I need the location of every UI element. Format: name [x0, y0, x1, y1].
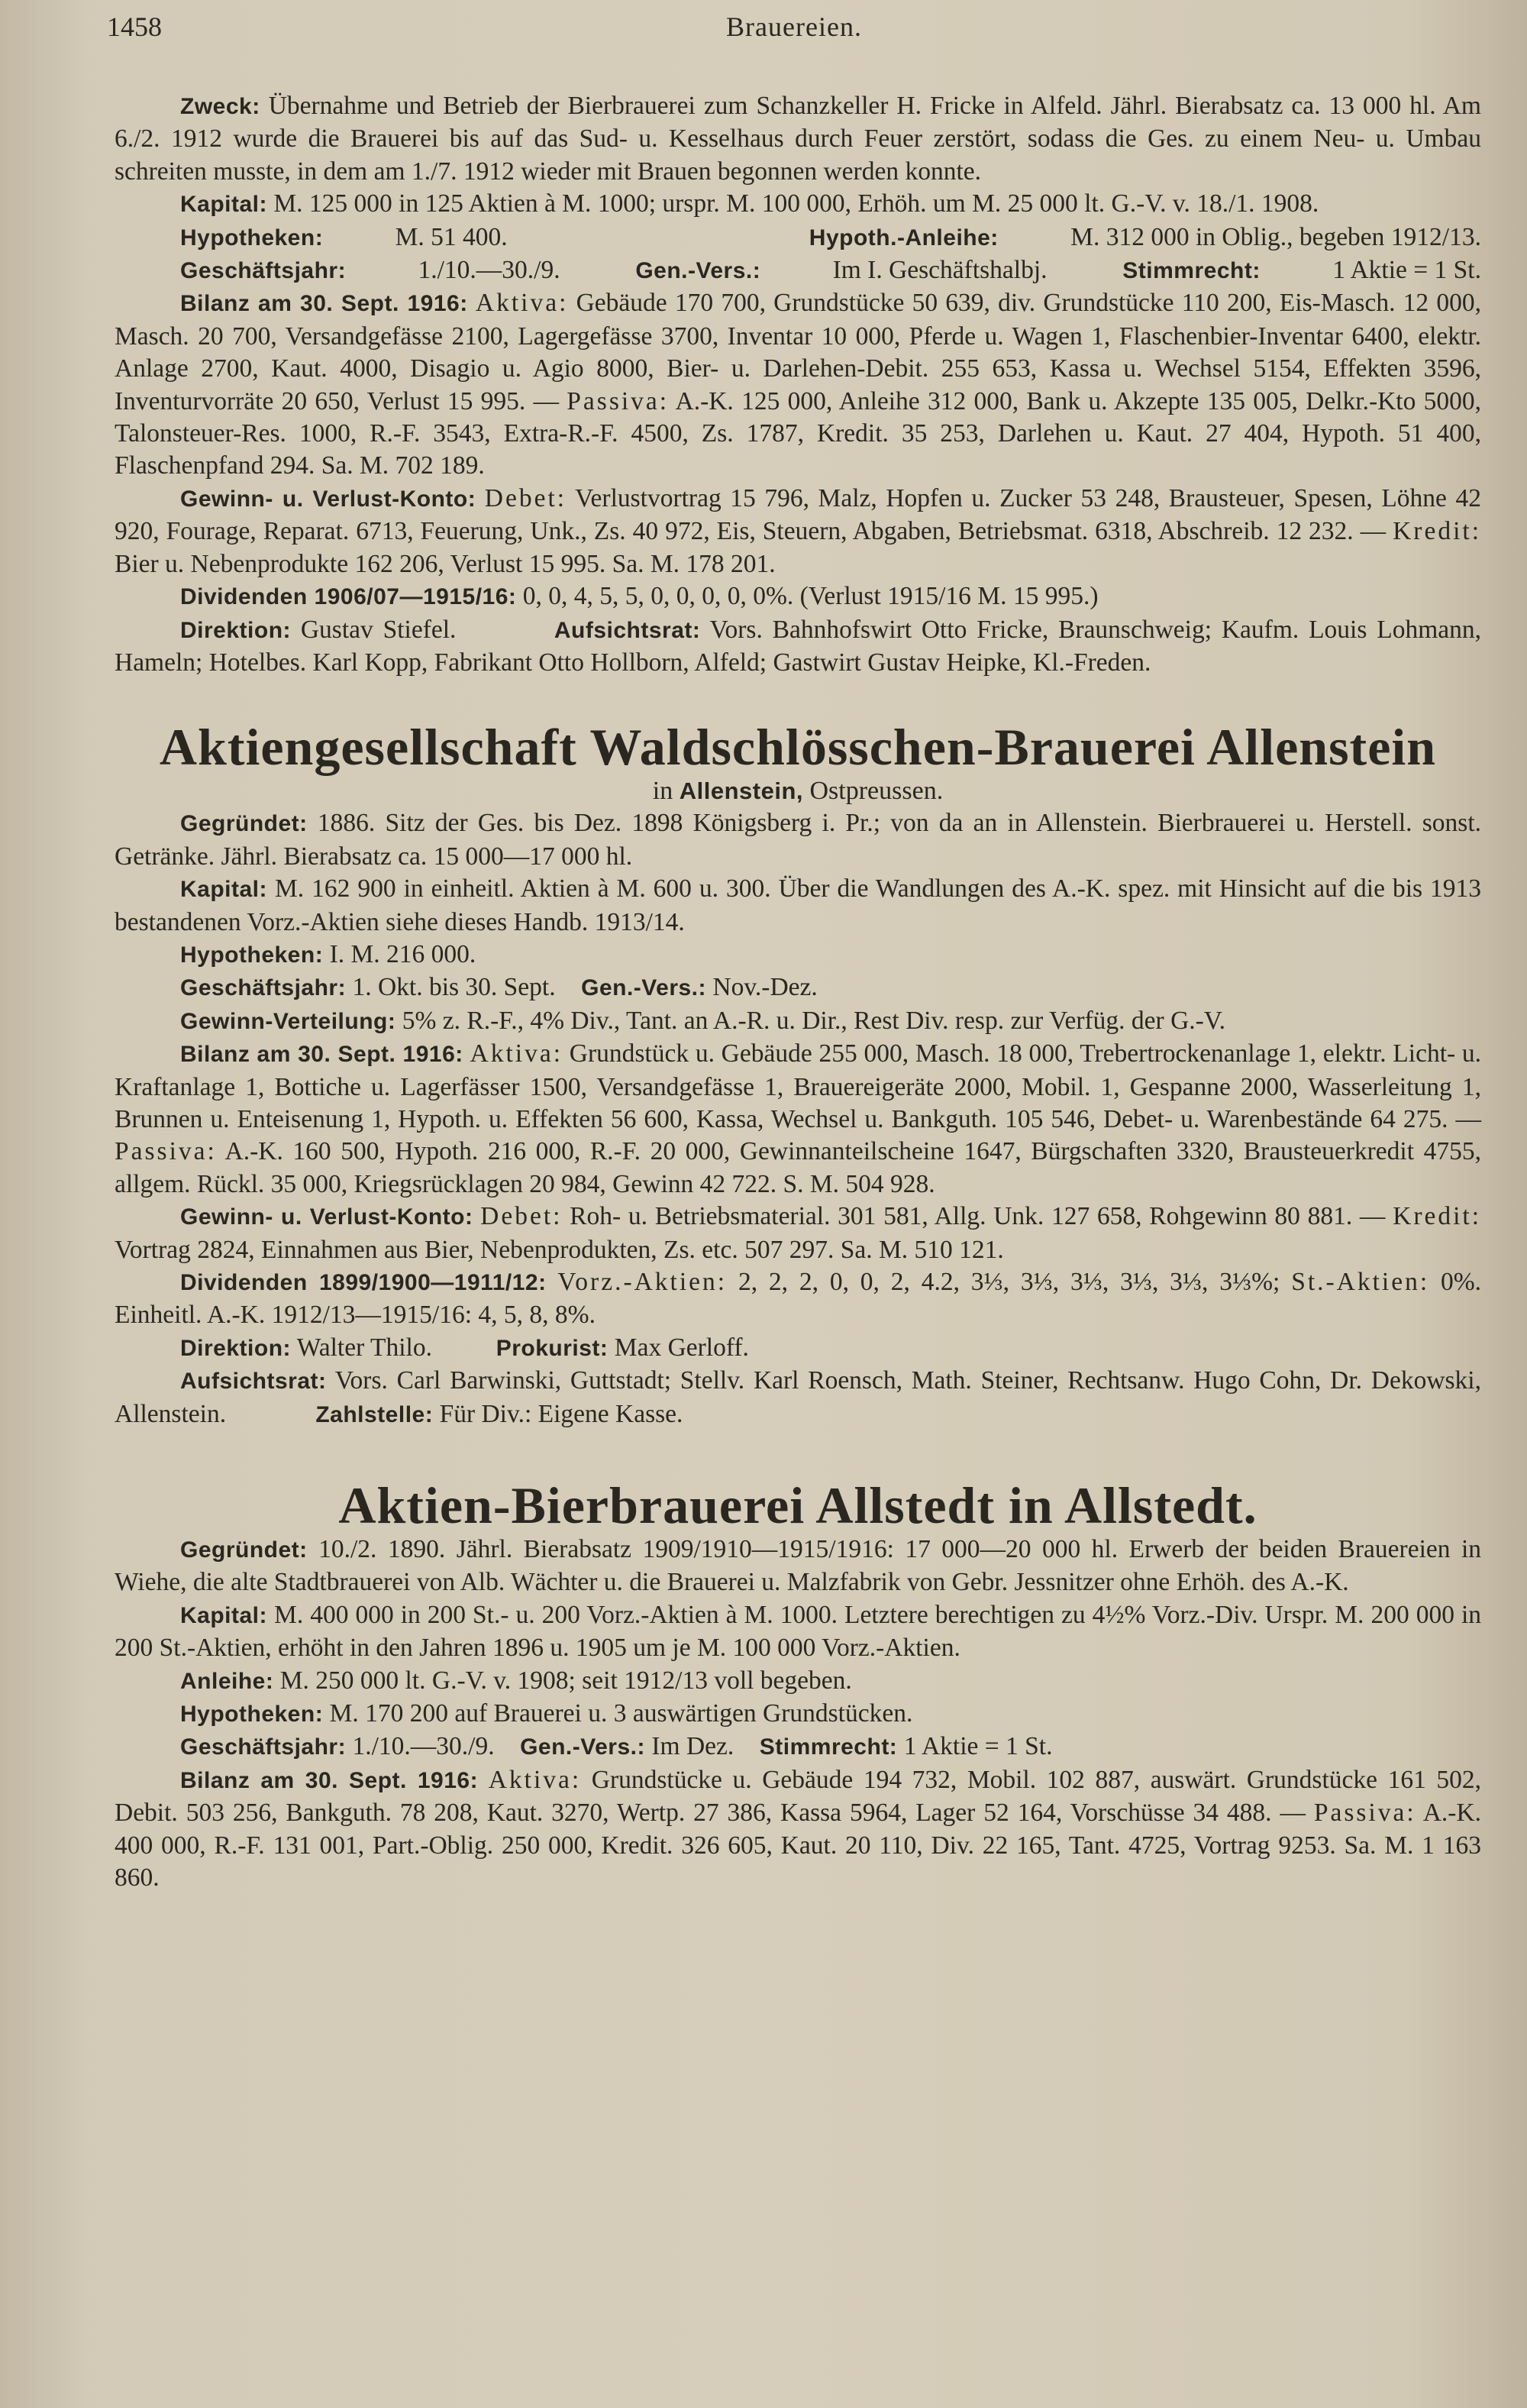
dividenden-label: Dividenden 1906/07—1915/16:: [180, 584, 517, 610]
hypotheken-text: M. 170 200 auf Brauerei u. 3 auswärtigen Grundstücken.: [329, 1699, 913, 1728]
hypoth-anleihe-label: Hypoth.-Anleihe:: [809, 225, 999, 250]
gen-vers-label: Gen.-Vers.:: [635, 258, 761, 284]
entry-waldschloesschen-allenstein: [115, 719, 1481, 1431]
gen-vers-text: Im I. Geschäftshalbj.: [832, 256, 1048, 285]
geschaeftsjahr-label: Geschäftsjahr:: [180, 1734, 347, 1760]
zahlstelle-text: Für Div.: Eigene Kasse.: [439, 1399, 683, 1428]
hypotheken-text: M. 51 400.: [395, 222, 508, 251]
geschaeftsjahr-paragraph: [115, 1731, 1481, 1763]
running-header: [107, 11, 1481, 57]
aktiva-label: Aktiva:: [475, 289, 569, 318]
hypotheken-label: Hypotheken:: [180, 225, 324, 250]
section-title-allenstein: Aktiengesellschaft Waldschlösschen-Brauerei Allenstein: [159, 718, 1437, 777]
gen-vers-item: [570, 254, 1047, 287]
hypotheken-item: [115, 221, 508, 254]
geschaeftsjahr-item: [115, 254, 560, 287]
kapital-label: Kapital:: [180, 877, 268, 903]
kredit-text: Bier u. Nebenprodukte 162 206, Verlust 15 995. Sa. M. 178 201.: [115, 549, 776, 578]
hypotheken-text: I. M. 216 000.: [329, 939, 476, 968]
gewinn-verteilung-text: 5% z. R.-F., 4% Div., Tant. an A.-R. u. Dir., Rest Div. resp. zur Verfüg. der G.-V.: [402, 1006, 1226, 1035]
gewinn-verteilung-paragraph: [115, 1005, 1481, 1038]
guv-paragraph: [115, 1201, 1481, 1266]
bilanz-label: Bilanz am 30. Sept. 1916:: [180, 1767, 479, 1793]
div-st-text: 0%. Einheitl. A.-K. 1912/13—1915/16: 4, 5, 8, 8%.: [115, 1268, 1482, 1330]
section-subtitle-allenstein: [115, 775, 1481, 807]
anleihe-label: Anleihe:: [180, 1668, 274, 1694]
geschaeftsjahr-label: Geschäftsjahr:: [180, 258, 347, 284]
hypotheken-label: Hypotheken:: [180, 942, 324, 968]
geschaeftsjahr-text: 1./10.—30./9.: [418, 256, 560, 285]
stimmrecht-label: Stimmrecht:: [1122, 258, 1261, 284]
aktiva-text: Grundstück u. Gebäude 255 000, Masch. 18 000, Trebertrockenanlage 1, elektr. Licht- u. Kraftanlage 1, Bottiche u. Lagerfässer 1500, Versandgefässe 1, Brauereigeräte 2000, Mobil. 1, Gespanne 2000, Wasserleitung 1, Brunnen u. Enteisenung 1, Hypoth. u. Effekten 56 600, Kassa, Wechsel u. Bankguth. 105 546, Debet- u. Warenbestände 64 275. —: [115, 1039, 1482, 1133]
passiva-label: Passiva:: [1313, 1799, 1416, 1828]
kapital-text: M. 125 000 in 125 Aktien à M. 1000; urspr. M. 100 000, Erhöh. um M. 25 000 lt. G.-V. v. 18./1. 1908.: [273, 189, 1319, 218]
geschaeftsjahr-paragraph: [115, 971, 1481, 1004]
aufsichtsrat-paragraph: [115, 1365, 1481, 1431]
prokurist-text: Max Gerloff.: [614, 1333, 749, 1362]
passiva-label: Passiva:: [115, 1137, 217, 1166]
subtitle-pre: in: [652, 777, 673, 806]
dividenden-text: 0, 0, 4, 5, 5, 0, 0, 0, 0, 0%. (Verlust 1915/16 M. 15 995.): [522, 582, 1099, 611]
hypoth-anleihe-text: M. 312 000 in Oblig., begeben 1912/13.: [1070, 222, 1481, 251]
bilanz-paragraph: [115, 1038, 1481, 1201]
bilanz-paragraph: [115, 287, 1481, 482]
subtitle-city: Allenstein,: [679, 777, 803, 805]
passiva-text: A.-K. 160 500, Hypoth. 216 000, R.-F. 20 000, Gewinnanteilscheine 1647, Bürgschaften 3320, Brausteuerkredit 4755, allgem. Rückl. 35 000, Kriegsrücklagen 20 984, Gewinn 42 722. S. M. 504 928.: [115, 1137, 1481, 1198]
div-st-label: St.-Aktien:: [1291, 1268, 1430, 1296]
gegruendet-label: Gegründet:: [180, 811, 308, 837]
gen-vers-text: Nov.-Dez.: [712, 973, 818, 1002]
passiva-label: Passiva:: [567, 386, 670, 415]
debet-label: Debet:: [484, 483, 567, 512]
subtitle-region: Ostpreussen.: [809, 777, 944, 806]
kapital-text: M. 162 900 in einheitl. Aktien à M. 600 u. 300. Über die Wandlungen des A.-K. spez. mit Hinsicht auf die bis 1913 bestandenen Vorz.-Aktien siehe dieses Handb. 1913/14.: [115, 874, 1482, 936]
section-title-allstedt: Aktien-Bierbrauerei Allstedt in Allstedt.: [338, 1476, 1257, 1535]
page-body: [115, 90, 1481, 1895]
guv-label: Gewinn- u. Verlust-Konto:: [180, 1204, 473, 1230]
hypoth-anleihe-item: [744, 221, 1481, 254]
anleihe-text: M. 250 000 lt. G.-V. v. 1908; seit 1912/13 voll begeben.: [279, 1666, 852, 1695]
gen-vers-text: Im Dez.: [651, 1732, 734, 1761]
gewinn-verteilung-label: Gewinn-Verteilung:: [180, 1008, 396, 1034]
zweck-text: Übernahme und Betrieb der Bierbrauerei zum Schanzkeller H. Fricke in Alfeld. Jährl. Bierabsatz ca. 13 000 hl. Am 6./2. 1912 wurde die Brauerei bis auf das Sud- u. Kesselhaus durch Feuer zerstört, sodass die Ges. zu einem Neu- u. Umbau schreiten musste, in dem am 1./7. 1912 wieder mit Brauen begonnen werden konnte.: [115, 92, 1481, 186]
dividenden-paragraph: [115, 580, 1481, 613]
gegruendet-paragraph: [115, 1534, 1481, 1599]
dividenden-paragraph: [115, 1266, 1481, 1332]
guv-label: Gewinn- u. Verlust-Konto:: [180, 486, 476, 512]
geschaeftsjahr-label: Geschäftsjahr:: [180, 975, 347, 1001]
kapital-text: M. 400 000 in 200 St.- u. 200 Vorz.-Aktien à M. 1000. Letztere berechtigen zu 4½% Vorz.-Div. Urspr. M. 200 000 in 200 St.-Aktien, erhöht in den Jahren 1896 u. 1905 um je M. 100 000 Vorz.-Aktien.: [115, 1600, 1482, 1663]
direktion-paragraph: [115, 614, 1481, 680]
aktiva-label: Aktiva:: [488, 1765, 582, 1794]
stimmrecht-text: 1 Aktie = 1 St.: [1332, 256, 1481, 285]
dividenden-label: Dividenden 1899/1900—1911/12:: [180, 1270, 547, 1295]
aktiva-label: Aktiva:: [470, 1039, 563, 1068]
kapital-paragraph: [115, 873, 1481, 939]
geschaeftsjahr-text: 1. Okt. bis 30. Sept.: [352, 973, 556, 1002]
geschaeftsjahr-line: [115, 254, 1481, 287]
direktion-label: Direktion:: [180, 1335, 292, 1361]
aktiva-text: Grundstücke u. Gebäude 194 732, Mobil. 102 887, auswärt. Grundstücke 161 502, Debit. 503 256, Bankguth. 78 208, Kaut. 3270, Wertp. 27 386, Kassa 5964, Lager 52 164, Vorschüsse 34 488. —: [115, 1765, 1482, 1828]
bilanz-label: Bilanz am 30. Sept. 1916:: [180, 291, 468, 317]
direktion-paragraph: [115, 1332, 1481, 1365]
bilanz-paragraph: [115, 1764, 1481, 1895]
direktion-text: Gustav Stiefel.: [300, 615, 457, 644]
direktion-text: Walter Thilo.: [296, 1333, 432, 1362]
gegruendet-label: Gegründet:: [180, 1537, 308, 1563]
hypotheken-paragraph: [115, 1698, 1481, 1731]
passiva-text: A.-K. 125 000, Anleihe 312 000, Bank u. Akzepte 135 005, Delkr.-Kto 5000, Talonsteuer-Res. 1000, R.-F. 3543, Extra-R.-F. 4500, Zs. 1787, Kredit. 35 253, Darlehen u. Kaut. 27 404, Hypoth. 51 400, Flaschenpfand 294. Sa. M. 702 189.: [115, 386, 1482, 480]
gegruendet-text: 10./2. 1890. Jährl. Bierabsatz 1909/1910—1915/1916: 17 000—20 000 hl. Erwerb der beiden Brauereien in Wiehe, die alte Stadtbrauerei von Alb. Wächter u. die Brauerei u. Malzfabrik von Gebr. Jessnitzer ohne Erhöh. des A.-K.: [115, 1535, 1482, 1597]
stimmrecht-label: Stimmrecht:: [759, 1734, 898, 1760]
debet-text: Verlustvortrag 15 796, Malz, Hopfen u. Zucker 53 248, Brausteuer, Spesen, Löhne 42 920, Fourage, Reparat. 6713, Feuerung, Unk., Zs. 40 972, Eis, Steuern, Abgaben, Betriebsmat. 6318, Abschreib. 12 232. —: [115, 483, 1481, 546]
hypotheken-line: [115, 221, 1481, 254]
kapital-label: Kapital:: [180, 1602, 268, 1628]
gegruendet-text: 1886. Sitz der Ges. bis Dez. 1898 Königsberg i. Pr.; von da an in Allenstein. Bierbrauerei u. Herstell. sonst. Getränke. Jährl. Bierabsatz ca. 15 000—17 000 hl.: [115, 809, 1482, 871]
zweck-paragraph: [115, 90, 1481, 188]
kapital-label: Kapital:: [180, 192, 268, 218]
passiva-text: A.-K. 400 000, R.-F. 131 001, Part.-Oblig. 250 000, Kredit. 326 605, Kaut. 20 110, Div. 22 165, Tant. 4725, Vortrag 9253. Sa. M. 1 163 860.: [115, 1799, 1482, 1892]
hypotheken-label: Hypotheken:: [180, 1702, 324, 1728]
stimmrecht-item: [1057, 254, 1481, 287]
aufsichtsrat-label: Aufsichtsrat:: [554, 617, 701, 643]
hypotheken-paragraph: [115, 939, 1481, 971]
kredit-label: Kredit:: [1393, 1202, 1482, 1231]
gen-vers-label: Gen.-Vers.:: [520, 1734, 645, 1760]
kredit-text: Vortrag 2824, Einnahmen aus Bier, Nebenprodukten, Zs. etc. 507 297. Sa. M. 510 121.: [115, 1235, 1004, 1264]
guv-paragraph: [115, 483, 1481, 580]
page-number: 1458: [107, 11, 162, 42]
prokurist-label: Prokurist:: [496, 1335, 609, 1361]
debet-label: Debet:: [480, 1202, 563, 1231]
gegruendet-paragraph: [115, 807, 1481, 873]
running-title: Brauereien.: [726, 11, 862, 42]
geschaeftsjahr-text: 1./10.—30./9.: [352, 1732, 495, 1761]
anleihe-paragraph: [115, 1665, 1481, 1698]
debet-text: Roh- u. Betriebsmaterial. 301 581, Allg. Unk. 127 658, Rohgewinn 80 881. —: [570, 1202, 1386, 1231]
entry-schanzkeller-alfeld: [115, 90, 1481, 679]
aufsichtsrat-text: Vors. Bahnhofswirt Otto Fricke, Braunschweig; Kaufm. Louis Lohmann, Hameln; Hotelbes. Karl Kopp, Fabrikant Otto Hollborn, Alfeld; Gastwirt Gustav Heipke, Kl.-Freden.: [115, 615, 1482, 677]
zweck-label: Zweck:: [180, 94, 260, 119]
gen-vers-label: Gen.-Vers.:: [581, 975, 707, 1001]
kapital-paragraph: [115, 1599, 1481, 1665]
div-vorz-text: 2, 2, 2, 0, 0, 2, 4.2, 3⅓, 3⅓, 3⅓, 3⅓, 3⅓, 3⅓%;: [738, 1268, 1280, 1296]
aufsichtsrat-text: Vors. Carl Barwinski, Guttstadt; Stellv. Karl Roensch, Math. Steiner, Rechtsanw. Hugo Cohn, Dr. Dekowski, Allenstein.: [115, 1366, 1481, 1428]
div-vorz-label: Vorz.-Aktien:: [557, 1268, 728, 1296]
aufsichtsrat-label: Aufsichtsrat:: [180, 1369, 327, 1395]
stimmrecht-text: 1 Aktie = 1 St.: [903, 1732, 1053, 1761]
kapital-paragraph: [115, 188, 1481, 221]
direktion-label: Direktion:: [180, 617, 292, 643]
aktiva-text: Gebäude 170 700, Grundstücke 50 639, div. Grundstücke 110 200, Eis-Masch. 12 000, Masch. 20 700, Versandgefässe 2100, Lagergefässe 3700, Inventar 10 000, Pferde u. Wagen 1, Flaschenbier-Inventar 6400, elektr. Anlage 2700, Kaut. 4000, Disagio u. Agio 8000, Bier- u. Darlehen-Debit. 255 653, Kassa u. Wechsel 5154, Effekten 3596, Inventurvorräte 20 650, Verlust 15 995. —: [115, 289, 1482, 415]
kredit-label: Kredit:: [1393, 517, 1481, 546]
zahlstelle-label: Zahlstelle:: [315, 1401, 434, 1427]
bilanz-label: Bilanz am 30. Sept. 1916:: [180, 1042, 463, 1068]
entry-allstedt: [115, 1477, 1481, 1894]
